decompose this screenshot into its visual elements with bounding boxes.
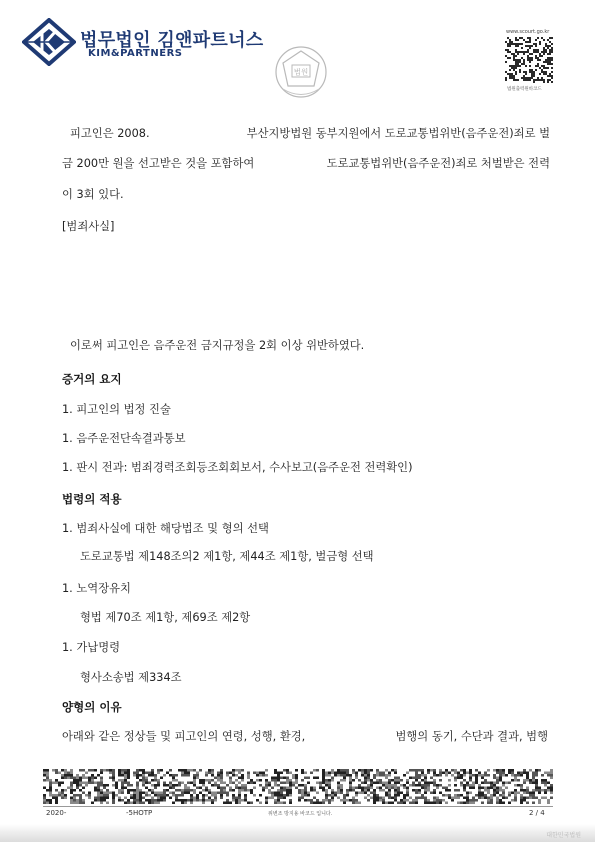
record-line-3: 이 3회 있다. — [62, 188, 124, 201]
sentencing-line-a: 아래와 같은 정상들 및 피고인의 연령, 성행, 환경, — [62, 730, 306, 743]
firm-name-en: KIM&PARTNERS — [88, 48, 183, 59]
barcode-notice: 위변조 방지용 바코드 입니다. — [268, 811, 333, 817]
evidence-item: 1. 판시 전과: 범죄경력조회등조회회보서, 수사보고(음주운전 전력확인) — [62, 461, 413, 474]
sentencing-line-b: 범행의 동기, 수단과 결과, 범행 — [395, 730, 548, 743]
footer-divider — [43, 806, 553, 807]
court-seal-icon — [273, 42, 329, 102]
record-line-2-a: 금 200만 원을 선고받은 것을 포함하여 — [62, 157, 255, 170]
law-item-detail: 형법 제70조 제1항, 제69조 제2항 — [80, 611, 251, 624]
document-code: -5HOTP — [126, 809, 153, 817]
evidence-item: 1. 음주운전단속결과통보 — [62, 432, 186, 445]
evidence-item: 1. 피고인의 법정 진술 — [62, 403, 171, 416]
court-url: www.scourt.go.kr — [506, 29, 550, 35]
case-number-prefix: 2020- — [46, 809, 67, 817]
firm-name-ko: 법무법인 김앤파트너스 — [80, 30, 264, 51]
anti-forgery-barcode — [43, 769, 553, 804]
evidence-heading: 증거의 요지 — [62, 372, 122, 386]
seal-text: 법원 — [293, 67, 309, 77]
record-line-1-lead: 피고인은 2008. — [70, 127, 150, 140]
law-item-title: 1. 범죄사실에 대한 해당법조 및 형의 선택 — [62, 522, 269, 535]
watermark-text: 대한민국법원 — [546, 832, 581, 839]
sentencing-heading: 양형의 이유 — [62, 700, 122, 714]
qr-code-icon — [505, 37, 553, 83]
qr-caption: 법원출력원바코드 — [507, 87, 542, 92]
watermark-band — [0, 824, 595, 842]
kim-partners-logo-icon — [22, 18, 76, 66]
law-item-title: 1. 노역장유치 — [62, 582, 131, 595]
law-item-title: 1. 가납명령 — [62, 641, 121, 654]
record-line-1-rest: 부산지방법원 동부지원에서 도로교통법위반(음주운전)죄로 벌 — [246, 127, 550, 140]
law-item-detail: 도로교통법 제148조의2 제1항, 제44조 제1항, 벌금형 선택 — [80, 550, 374, 563]
page-number: 2 / 4 — [529, 809, 545, 817]
crime-facts-label: [범죄사실] — [62, 220, 115, 233]
law-heading: 법령의 적용 — [62, 492, 122, 506]
law-item-detail: 형사소송법 제334조 — [80, 671, 182, 684]
record-line-2-b: 도로교통법위반(음주운전)죄로 처벌받은 전력 — [326, 157, 550, 170]
conclusion-text: 이로써 피고인은 음주운전 금지규정을 2회 이상 위반하였다. — [70, 339, 365, 352]
